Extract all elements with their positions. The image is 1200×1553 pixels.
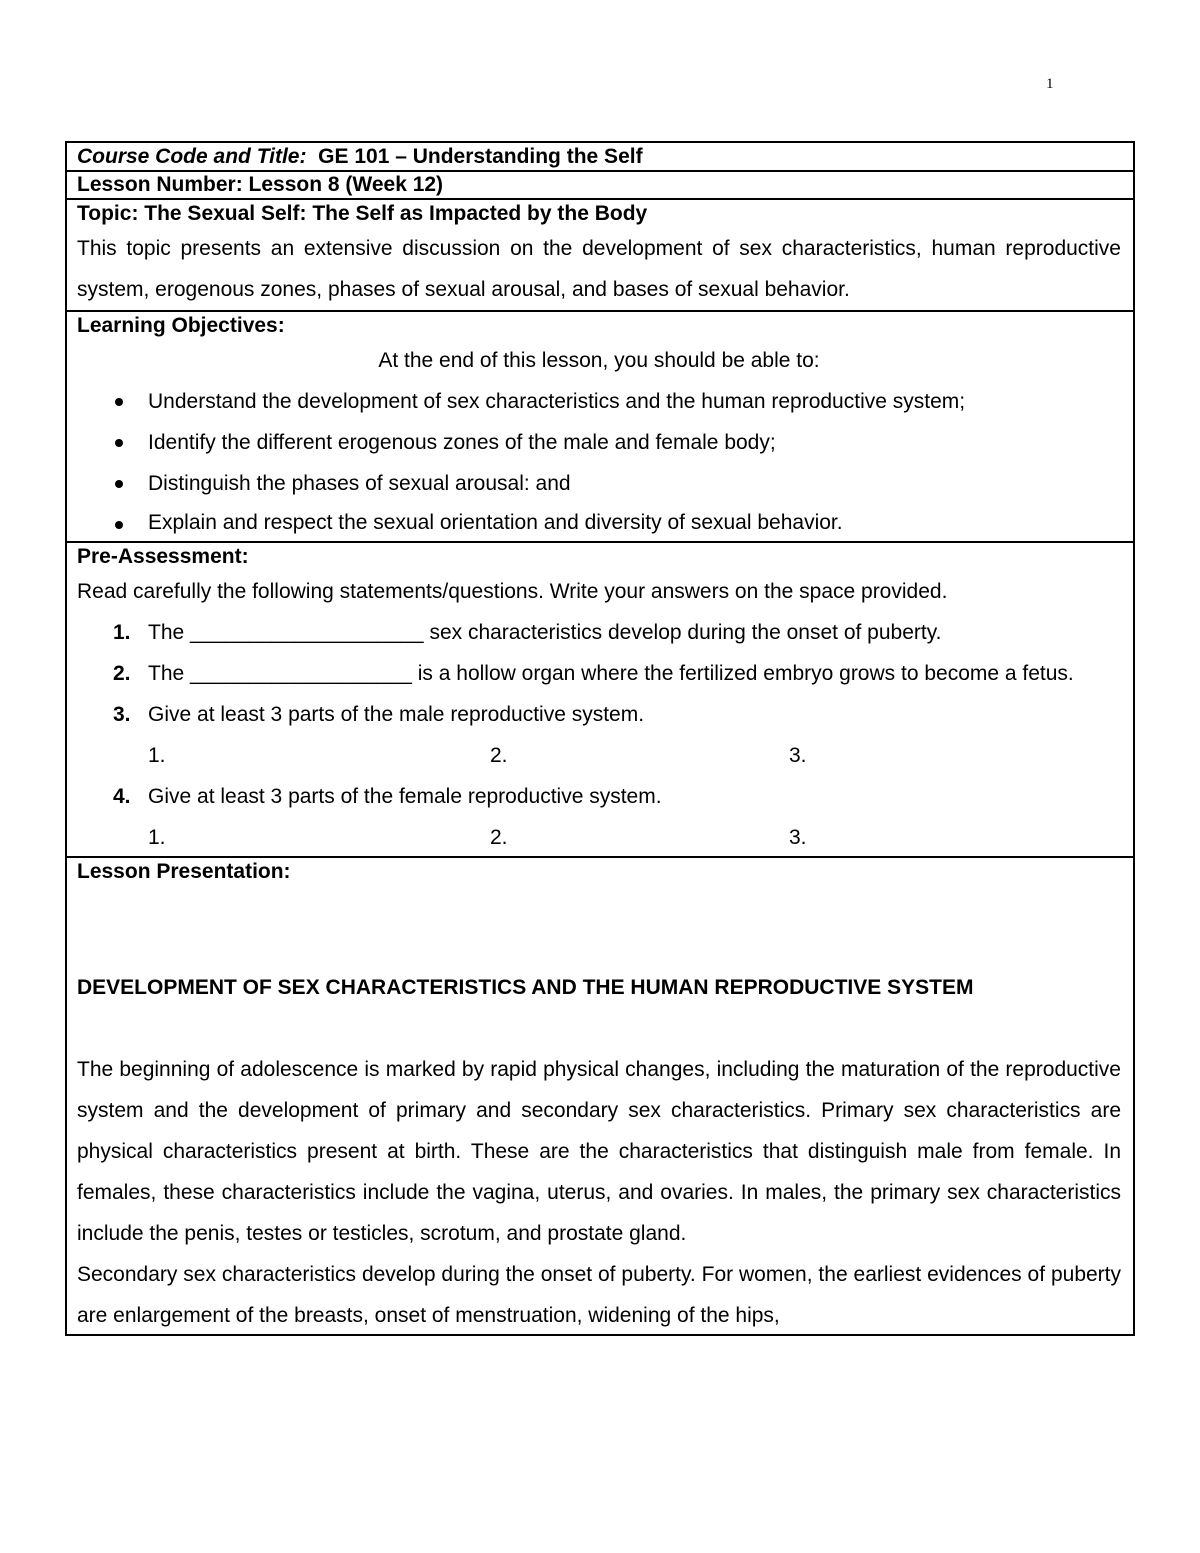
- objectives-row: [67, 310, 1133, 541]
- lesson-number-row: [67, 170, 1133, 198]
- answer-blank-2: 2.: [490, 744, 508, 767]
- question-text: The ____________________ sex characteristics develop during the onset of puberty.: [148, 621, 942, 644]
- answer-blank-3: 3.: [789, 744, 807, 767]
- answer-blank-3: 3.: [789, 826, 807, 849]
- question-text: Give at least 3 parts of the male reproductive system.: [148, 703, 645, 726]
- question-item: [77, 694, 1121, 735]
- lesson-presentation-row: [67, 856, 1133, 1334]
- objective-item: Identify the different erogenous zones of the male and female body;: [115, 422, 1121, 463]
- question-number: 1.: [113, 621, 131, 644]
- page-number: 1: [1046, 76, 1054, 92]
- topic-heading: Topic: The Sexual Self: The Self as Impacted by the Body: [77, 202, 648, 225]
- answer-blank-1: 1.: [148, 826, 166, 849]
- objective-item: Explain and respect the sexual orientation and diversity of sexual behavior.: [115, 504, 1121, 541]
- lesson-table: [65, 141, 1135, 1336]
- objectives-intro: At the end of this lesson, you should be able to:: [378, 349, 820, 372]
- pre-assessment-instructions: Read carefully the following statements/questions. Write your answers on the space provided.: [77, 580, 948, 603]
- course-value: GE 101 – Understanding the Self: [318, 145, 643, 168]
- answer-blanks-male: [77, 735, 1121, 776]
- question-item: [77, 653, 1121, 694]
- answer-blank-1: 1.: [148, 744, 166, 767]
- lesson-paragraph-1: The beginning of adolescence is marked by rapid physical changes, including the maturation of the reproductive system and the development of primary and secondary sex characteristics. Primary sex characteristics are physical characteristics present at birth. These are the characteristics that distinguish male from female. In females, these characteristics include the vagina, uterus, and ovaries. In males, the primary sex characteristics include the penis, testes or testicles, scrotum, and prostate gland.: [77, 1058, 1121, 1245]
- objectives-list: [77, 381, 1121, 541]
- answer-blanks-female: [77, 817, 1121, 856]
- lesson-presentation-heading: Lesson Presentation:: [77, 860, 291, 883]
- course-row: [67, 141, 1133, 170]
- question-number: 4.: [113, 785, 131, 808]
- section-title: DEVELOPMENT OF SEX CHARACTERISTICS AND THE HUMAN REPRODUCTIVE SYSTEM: [77, 976, 974, 999]
- pre-assessment-row: [67, 541, 1133, 856]
- question-list: [77, 612, 1121, 856]
- topic-row: [67, 198, 1133, 310]
- question-number: 2.: [113, 662, 131, 685]
- lesson-paragraph-2: Secondary sex characteristics develop during the onset of puberty. For women, the earliest evidences of puberty are enlargement of the breasts, onset of menstruation, widening of the hips,: [77, 1263, 1121, 1327]
- objectives-heading: Learning Objectives:: [77, 314, 285, 337]
- question-text: The ___________________ is a hollow organ where the fertilized embryo grows to become a fetus.: [148, 662, 1074, 685]
- lesson-number: Lesson Number: Lesson 8 (Week 12): [77, 173, 444, 196]
- question-text: Give at least 3 parts of the female reproductive system.: [148, 785, 662, 808]
- objective-item: Understand the development of sex characteristics and the human reproductive system;: [115, 381, 1121, 422]
- question-item: [77, 776, 1121, 817]
- answer-blank-2: 2.: [490, 826, 508, 849]
- question-item: [77, 612, 1121, 653]
- pre-assessment-heading: Pre-Assessment:: [77, 545, 249, 568]
- topic-description: This topic presents an extensive discussion on the development of sex characteristics, human reproductive system, erogenous zones, phases of sexual arousal, and bases of sexual behavior.: [77, 237, 1121, 301]
- course-label: Course Code and Title:: [77, 145, 307, 168]
- objective-item: Distinguish the phases of sexual arousal: and: [115, 463, 1121, 504]
- question-number: 3.: [113, 703, 131, 726]
